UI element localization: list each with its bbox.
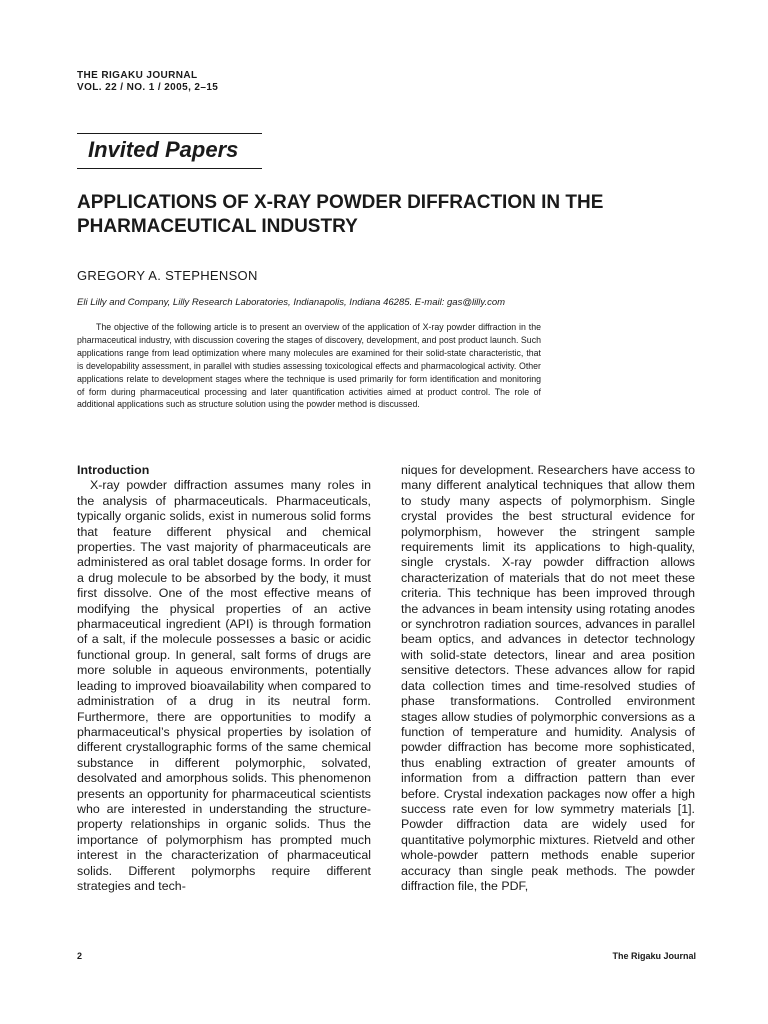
footer-journal-name: The Rigaku Journal: [612, 951, 696, 961]
journal-header: [77, 70, 218, 94]
body-paragraph-left: X-ray powder diffraction assumes many roles in the analysis of pharmaceuticals. Pharmaceuticals, typically organic solids, exist in numerous solid forms that feature different physical and chemical properties. The vast majority of pharmaceuticals are administered as oral tablet dosage forms. In order for a drug molecule to be absorbed by the body, it must first dissolve. One of the most effective means of modifying the physical properties of an active pharmaceutical ingredient (API) is through formation of a salt, if the molecule possesses a basic or acidic functional group. In general, salt forms of drugs are more soluble in aqueous environments, potentially leading to improved bioavailability when compared to administration of a drug in its neutral form. Furthermore, there are opportunities to modify a pharmaceutical’s physical properties by isolation of different crystallographic forms of the same chemical substance in different polymorphic, solvated, desolvated and amorphous solids. This phenomenon presents an opportunity for pharmaceutical scientists who are interested in understanding the structure-property relationships in organic solids. Thus the importance of polymorphism has prompted much interest in the characterization of pharmaceutical solids. Different polymorphs require different strategies and tech-: [77, 478, 371, 893]
journal-volume: VOL. 22 / NO. 1 / 2005, 2–15: [77, 82, 219, 93]
section-label-box: [77, 133, 262, 169]
author: GREGORY A. STEPHENSON: [77, 268, 258, 283]
article-title: [77, 191, 697, 239]
page-number: 2: [77, 951, 83, 961]
section-label: Invited Papers: [88, 137, 239, 162]
title-line-2: PHARMACEUTICAL INDUSTRY: [77, 216, 358, 237]
abstract: The objective of the following article is to present an overview of the application of X-ray powder diffraction in the pharmaceutical industry, with discussion covering the stages of discovery, development, and post product launch. Such applications range from lead optimization where many molecules are examined for their solid-state characteristic, that is developability assessment, in parallel with studies assessing toxicological effects and pharmacological activity. Other applications relate to development stages where the technique is used primarily for form identification and monitoring of form during pharmaceutical processing and later quantification activities aimed at product control. The role of additional applications such as structure solution using the powder method is discussed.: [77, 322, 541, 410]
affiliation: Eli Lilly and Company, Lilly Research Laboratories, Indianapolis, Indiana 46285. E-mail: gas@lilly.com: [77, 297, 506, 308]
left-column: [77, 463, 371, 894]
title-line-1: APPLICATIONS OF X-RAY POWDER DIFFRACTION IN THE: [77, 192, 604, 213]
right-column: [401, 463, 695, 894]
body-paragraph-right: niques for development. Researchers have access to many different analytical techniques that allow them to study many aspects of polymorphism. Single crystal provides the best structural evidence for polymorphism, however the stringent sample requirements limit its applications to high-quality, single crystals. X-ray powder diffraction allows characterization of materials that do not meet these criteria. This technique has been improved through the advances in beam intensity using rotating anodes or synchrotron radiation sources, advances in parallel beam optics, and advances in detector technology with solid-state detectors, linear and area position sensitive detectors. These advances allow for rapid data collection times and time-resolved studies of phase transformations. Controlled environment stages allow studies of polymorphic conversions as a function of temperature and humidity. Analysis of powder diffraction has become more sophisticated, thus enabling extraction of greater amounts of information from a diffraction pattern than ever before. Crystal indexation packages now offer a high success rate even for low symmetry materials [1]. Powder diffraction data are widely used for quantitative polymorphic mixtures. Rietveld and other whole-powder pattern methods enable superior accuracy than single peak methods. The powder diffraction file, the PDF,: [401, 463, 695, 893]
section-heading-introduction: Introduction: [77, 463, 150, 477]
journal-name: THE RIGAKU JOURNAL: [77, 70, 198, 81]
